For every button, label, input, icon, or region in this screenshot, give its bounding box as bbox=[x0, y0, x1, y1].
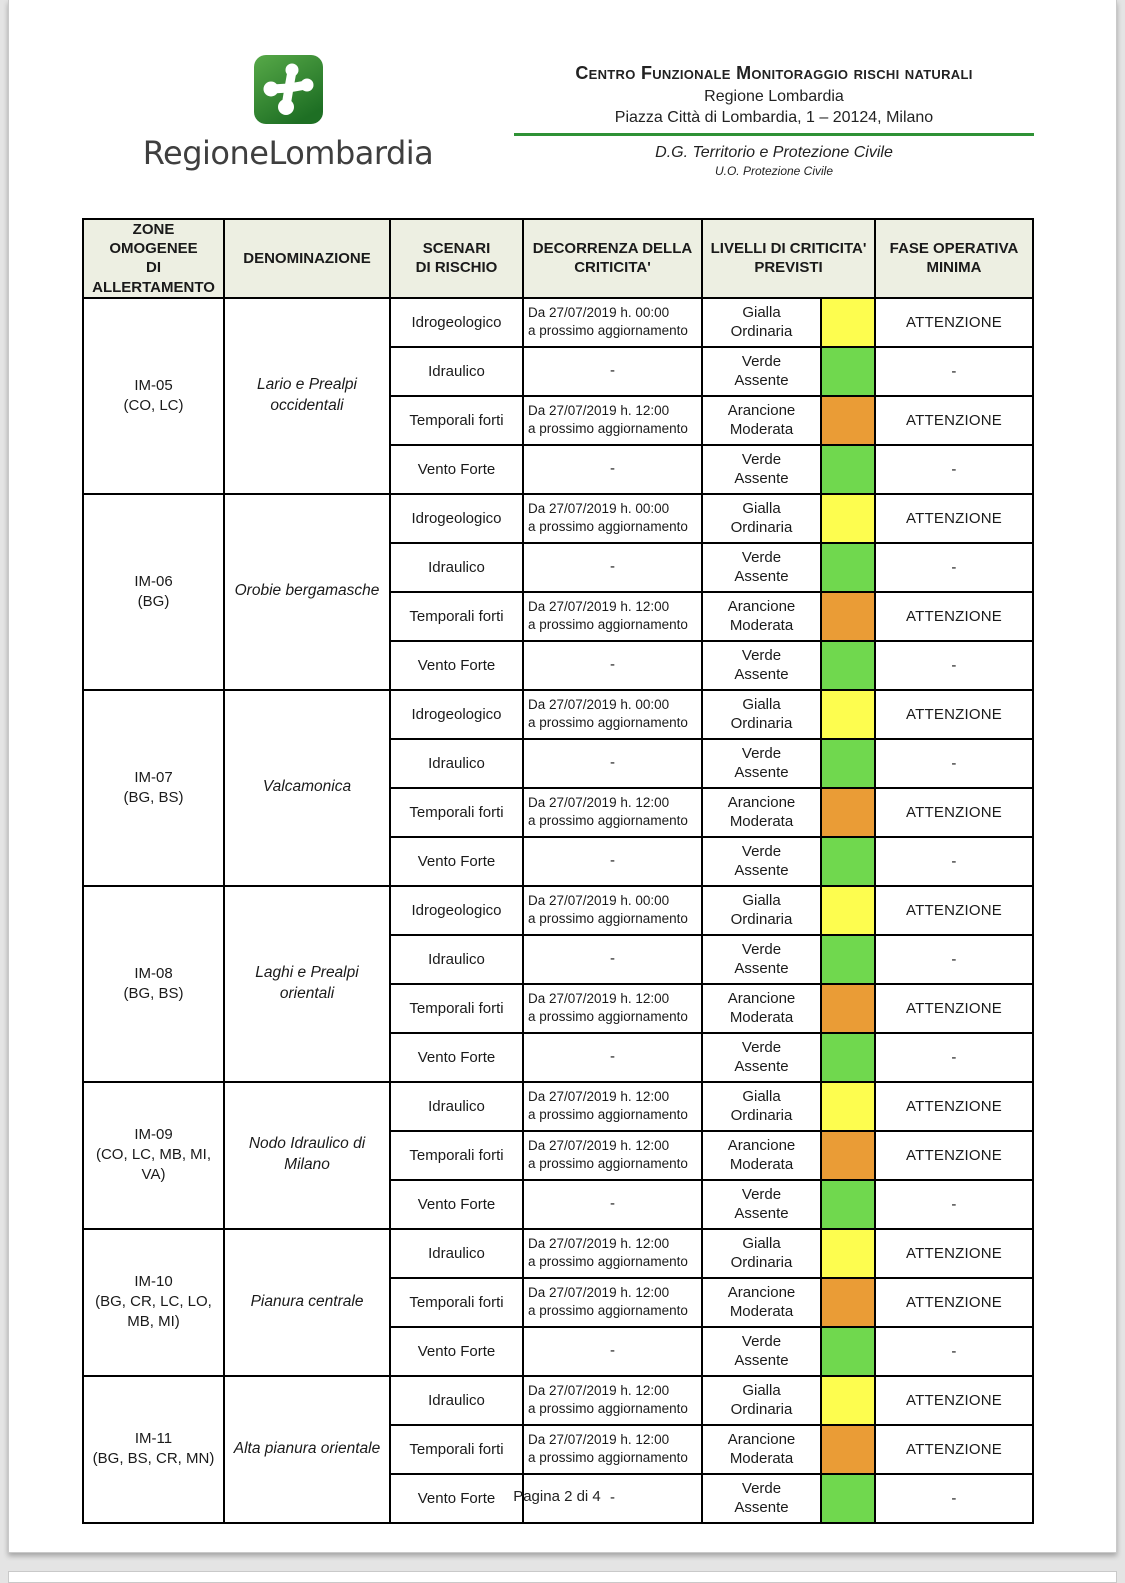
scenario-cell: Temporali forti bbox=[390, 1131, 523, 1180]
text-line: Moderata bbox=[729, 1450, 794, 1468]
scenario-cell: Idraulico bbox=[390, 1082, 523, 1131]
decorrenza-cell bbox=[523, 1278, 702, 1327]
criticita-color-swatch bbox=[821, 1229, 875, 1278]
column-header bbox=[875, 219, 1033, 298]
criticita-level-cell bbox=[702, 1278, 821, 1327]
criticita-color-swatch bbox=[821, 1327, 875, 1376]
denominazione-cell: Valcamonica bbox=[224, 690, 390, 886]
text-line: IM-07 bbox=[134, 768, 173, 786]
decorrenza-cell: - bbox=[523, 445, 702, 494]
criticita-level-cell bbox=[702, 739, 821, 788]
scenario-cell: Idraulico bbox=[390, 739, 523, 788]
denominazione-cell: Orobie bergamasche bbox=[224, 494, 390, 690]
zone-cell bbox=[83, 1082, 224, 1229]
text-line: a prossimo aggiornamento bbox=[528, 813, 688, 829]
org-title: Centro Funzionale Monitoraggio rischi naturali bbox=[575, 63, 973, 83]
fase-operativa-cell: ATTENZIONE bbox=[875, 1278, 1033, 1327]
column-header bbox=[702, 219, 875, 298]
text-line: Assente bbox=[734, 1058, 789, 1076]
text-line: Verde bbox=[741, 549, 782, 567]
scenario-cell: Idrogeologico bbox=[390, 494, 523, 543]
criticita-level-cell bbox=[702, 1229, 821, 1278]
criticita-level-cell bbox=[702, 1033, 821, 1082]
text-line: Assente bbox=[734, 764, 789, 782]
text-line: DI ALLERTAMENTO bbox=[92, 259, 215, 296]
text-line: a prossimo aggiornamento bbox=[528, 519, 688, 535]
decorrenza-cell bbox=[523, 494, 702, 543]
text-line: Da 27/07/2019 h. 12:00 bbox=[528, 1138, 670, 1154]
denominazione-cell: Nodo Idraulico di Milano bbox=[224, 1082, 390, 1229]
criticita-color-swatch bbox=[821, 886, 875, 935]
criticita-level-cell bbox=[702, 935, 821, 984]
decorrenza-cell bbox=[523, 592, 702, 641]
text-line: Assente bbox=[734, 960, 789, 978]
scenario-cell: Idraulico bbox=[390, 1229, 523, 1278]
text-line: (CO, LC) bbox=[123, 396, 184, 414]
scenario-row bbox=[83, 690, 1033, 739]
fase-operativa-cell: ATTENZIONE bbox=[875, 396, 1033, 445]
decorrenza-cell: - bbox=[523, 837, 702, 886]
scenario-cell: Temporali forti bbox=[390, 1425, 523, 1474]
risk-table-head bbox=[83, 219, 1033, 298]
text-line: a prossimo aggiornamento bbox=[528, 1303, 688, 1319]
text-line: Verde bbox=[741, 451, 782, 469]
text-line: a prossimo aggiornamento bbox=[528, 421, 688, 437]
text-line: Assente bbox=[734, 372, 789, 390]
text-line: Da 27/07/2019 h. 12:00 bbox=[528, 1432, 670, 1448]
text-line: Ordinaria bbox=[730, 323, 793, 341]
scenario-cell: Vento Forte bbox=[390, 1033, 523, 1082]
text-line: Verde bbox=[741, 1480, 782, 1498]
text-line: Da 27/07/2019 h. 12:00 bbox=[528, 599, 670, 615]
text-line: a prossimo aggiornamento bbox=[528, 715, 688, 731]
scenario-cell: Temporali forti bbox=[390, 984, 523, 1033]
criticita-level-cell bbox=[702, 494, 821, 543]
criticita-color-swatch bbox=[821, 641, 875, 690]
text-line: Moderata bbox=[729, 1156, 794, 1174]
text-line: IM-06 bbox=[134, 572, 173, 590]
fase-operativa-cell: ATTENZIONE bbox=[875, 592, 1033, 641]
text-line: Verde bbox=[741, 353, 782, 371]
criticita-level-cell bbox=[702, 543, 821, 592]
text-line: Da 27/07/2019 h. 12:00 bbox=[528, 1285, 670, 1301]
letterhead bbox=[504, 62, 1044, 180]
org-address: Piazza Città di Lombardia, 1 – 20124, Milano bbox=[614, 108, 934, 126]
decorrenza-cell: - bbox=[523, 739, 702, 788]
criticita-color-swatch bbox=[821, 592, 875, 641]
criticita-color-swatch bbox=[821, 788, 875, 837]
decorrenza-cell bbox=[523, 1229, 702, 1278]
scenario-cell: Temporali forti bbox=[390, 592, 523, 641]
criticita-level-cell bbox=[702, 690, 821, 739]
column-header bbox=[83, 219, 224, 298]
text-line: Da 27/07/2019 h. 12:00 bbox=[528, 1383, 670, 1399]
criticita-color-swatch bbox=[821, 1033, 875, 1082]
decorrenza-cell bbox=[523, 886, 702, 935]
criticita-color-swatch bbox=[821, 1376, 875, 1425]
scenario-cell: Temporali forti bbox=[390, 396, 523, 445]
text-line: ZONE OMOGENEE bbox=[109, 221, 198, 258]
criticita-color-swatch bbox=[821, 935, 875, 984]
text-line: Verde bbox=[741, 1333, 782, 1351]
criticita-level-cell bbox=[702, 641, 821, 690]
decorrenza-cell: - bbox=[523, 641, 702, 690]
criticita-level-cell bbox=[702, 298, 821, 347]
decorrenza-cell bbox=[523, 1131, 702, 1180]
fase-operativa-cell: - bbox=[875, 837, 1033, 886]
decorrenza-cell bbox=[523, 690, 702, 739]
criticita-color-swatch bbox=[821, 1425, 875, 1474]
decorrenza-cell bbox=[523, 984, 702, 1033]
text-line: IM-08 bbox=[134, 964, 173, 982]
text-line: Verde bbox=[741, 843, 782, 861]
criticita-level-cell bbox=[702, 984, 821, 1033]
text-line: Moderata bbox=[729, 617, 794, 635]
zone-cell bbox=[83, 298, 224, 494]
text-line: Verde bbox=[741, 1186, 782, 1204]
fase-operativa-cell: - bbox=[875, 1327, 1033, 1376]
criticita-color-swatch bbox=[821, 1082, 875, 1131]
fase-operativa-cell: - bbox=[875, 1033, 1033, 1082]
department-line: D.G. Territorio e Protezione Civile bbox=[655, 143, 893, 161]
fase-operativa-cell: ATTENZIONE bbox=[875, 494, 1033, 543]
criticita-color-swatch bbox=[821, 298, 875, 347]
text-line: (BG, BS) bbox=[123, 788, 184, 806]
scenario-row bbox=[83, 298, 1033, 347]
text-line: a prossimo aggiornamento bbox=[528, 911, 688, 927]
text-line: PREVISTI bbox=[754, 259, 823, 277]
text-line: Ordinaria bbox=[730, 1401, 793, 1419]
text-line: IM-09 bbox=[134, 1125, 173, 1143]
text-line: (BG) bbox=[137, 592, 170, 610]
decorrenza-cell bbox=[523, 1376, 702, 1425]
criticita-level-cell bbox=[702, 347, 821, 396]
denominazione-cell: Alta pianura orientale bbox=[224, 1376, 390, 1523]
text-line: Verde bbox=[741, 1039, 782, 1057]
criticita-level-cell bbox=[702, 1327, 821, 1376]
text-line: MINIMA bbox=[926, 259, 982, 277]
fase-operativa-cell: ATTENZIONE bbox=[875, 1082, 1033, 1131]
text-line: Da 27/07/2019 h. 12:00 bbox=[528, 403, 670, 419]
denominazione-cell: Pianura centrale bbox=[224, 1229, 390, 1376]
text-line: a prossimo aggiornamento bbox=[528, 617, 688, 633]
scenario-row bbox=[83, 1376, 1033, 1425]
fase-operativa-cell: - bbox=[875, 445, 1033, 494]
fase-operativa-cell: - bbox=[875, 935, 1033, 984]
criticita-level-cell bbox=[702, 1425, 821, 1474]
criticita-level-cell bbox=[702, 445, 821, 494]
text-line: Da 27/07/2019 h. 00:00 bbox=[528, 893, 670, 909]
decorrenza-cell bbox=[523, 788, 702, 837]
text-line: DECORRENZA DELLA bbox=[532, 240, 693, 258]
criticita-color-swatch bbox=[821, 494, 875, 543]
text-line: (BG, CR, LC, LO, MB, MI) bbox=[95, 1293, 212, 1331]
decorrenza-cell bbox=[523, 396, 702, 445]
unit-line: U.O. Protezione Civile bbox=[714, 164, 834, 179]
text-line: DENOMINAZIONE bbox=[243, 249, 371, 267]
criticita-level-cell bbox=[702, 886, 821, 935]
criticita-level-cell bbox=[702, 592, 821, 641]
text-line: Da 27/07/2019 h. 00:00 bbox=[528, 501, 670, 517]
scenario-cell: Vento Forte bbox=[390, 641, 523, 690]
criticita-color-swatch bbox=[821, 1278, 875, 1327]
page-number: Pagina 2 di 4 bbox=[513, 1488, 601, 1505]
criticita-color-swatch bbox=[821, 1131, 875, 1180]
column-header bbox=[523, 219, 702, 298]
denominazione-cell: Lario e Prealpi occidentali bbox=[224, 298, 390, 494]
fase-operativa-cell: - bbox=[875, 1474, 1033, 1523]
text-line: Ordinaria bbox=[730, 911, 793, 929]
zone-cell bbox=[83, 1229, 224, 1376]
text-line: Assente bbox=[734, 862, 789, 880]
header-row bbox=[83, 219, 1033, 298]
text-line: (CO, LC, MB, MI, VA) bbox=[95, 1146, 211, 1184]
text-line: (BG, BS) bbox=[123, 984, 184, 1002]
text-line: DI RISCHIO bbox=[415, 259, 498, 277]
text-line: Arancione bbox=[727, 402, 796, 420]
text-line: Assente bbox=[734, 1499, 789, 1517]
text-line: Verde bbox=[741, 647, 782, 665]
criticita-level-cell bbox=[702, 396, 821, 445]
scenario-cell: Idrogeologico bbox=[390, 690, 523, 739]
text-line: a prossimo aggiornamento bbox=[528, 1156, 688, 1172]
scenario-cell: Temporali forti bbox=[390, 788, 523, 837]
risk-table-wrap bbox=[82, 218, 1034, 1524]
column-header bbox=[390, 219, 523, 298]
criticita-color-swatch bbox=[821, 984, 875, 1033]
criticita-level-cell bbox=[702, 1131, 821, 1180]
fase-operativa-cell: - bbox=[875, 1180, 1033, 1229]
text-line: Arancione bbox=[727, 990, 796, 1008]
scenario-cell: Idrogeologico bbox=[390, 886, 523, 935]
denominazione-cell: Laghi e Prealpi orientali bbox=[224, 886, 390, 1082]
fase-operativa-cell: - bbox=[875, 739, 1033, 788]
text-line: Gialla bbox=[742, 304, 781, 322]
fase-operativa-cell: - bbox=[875, 641, 1033, 690]
document-page bbox=[8, 0, 1117, 1553]
text-line: Moderata bbox=[729, 421, 794, 439]
criticita-color-swatch bbox=[821, 1180, 875, 1229]
org-name: Regione Lombardia bbox=[704, 87, 844, 105]
scenario-cell: Idraulico bbox=[390, 347, 523, 396]
text-line: LIVELLI DI CRITICITA' bbox=[710, 240, 867, 258]
fase-operativa-cell: ATTENZIONE bbox=[875, 886, 1033, 935]
risk-table-body bbox=[83, 298, 1033, 1523]
decorrenza-cell bbox=[523, 1082, 702, 1131]
text-line: Assente bbox=[734, 1205, 789, 1223]
text-line: Da 27/07/2019 h. 00:00 bbox=[528, 305, 670, 321]
text-line: Gialla bbox=[742, 1088, 781, 1106]
criticita-color-swatch bbox=[821, 347, 875, 396]
decorrenza-cell: - bbox=[523, 1474, 702, 1523]
fase-operativa-cell: ATTENZIONE bbox=[875, 298, 1033, 347]
text-line: Moderata bbox=[729, 813, 794, 831]
column-header bbox=[224, 219, 390, 298]
scenario-cell: Vento Forte bbox=[390, 445, 523, 494]
text-line: Gialla bbox=[742, 1382, 781, 1400]
text-line: Ordinaria bbox=[730, 715, 793, 733]
scenario-cell: Vento Forte bbox=[390, 1180, 523, 1229]
text-line: Assente bbox=[734, 568, 789, 586]
text-line: Gialla bbox=[742, 892, 781, 910]
text-line: Da 27/07/2019 h. 12:00 bbox=[528, 1089, 670, 1105]
text-line: Arancione bbox=[727, 794, 796, 812]
text-line: Gialla bbox=[742, 696, 781, 714]
text-line: Verde bbox=[741, 745, 782, 763]
text-line: a prossimo aggiornamento bbox=[528, 1254, 688, 1270]
decorrenza-cell: - bbox=[523, 1327, 702, 1376]
text-line: a prossimo aggiornamento bbox=[528, 323, 688, 339]
scenario-cell: Idraulico bbox=[390, 1376, 523, 1425]
criticita-level-cell bbox=[702, 1180, 821, 1229]
text-line: Da 27/07/2019 h. 12:00 bbox=[528, 991, 670, 1007]
fase-operativa-cell: ATTENZIONE bbox=[875, 1131, 1033, 1180]
risk-table bbox=[82, 218, 1034, 1524]
text-line: a prossimo aggiornamento bbox=[528, 1009, 688, 1025]
decorrenza-cell bbox=[523, 298, 702, 347]
text-line: CRITICITA' bbox=[574, 259, 651, 277]
scenario-cell: Idraulico bbox=[390, 543, 523, 592]
green-rule bbox=[514, 133, 1034, 136]
criticita-color-swatch bbox=[821, 543, 875, 592]
fase-operativa-cell: ATTENZIONE bbox=[875, 1229, 1033, 1278]
scenario-cell: Vento Forte bbox=[390, 837, 523, 886]
zone-cell bbox=[83, 886, 224, 1082]
text-line: FASE OPERATIVA bbox=[889, 240, 1019, 258]
text-line: (BG, BS, CR, MN) bbox=[92, 1450, 215, 1468]
text-line: Ordinaria bbox=[730, 1254, 793, 1272]
criticita-color-swatch bbox=[821, 445, 875, 494]
text-line: Verde bbox=[741, 941, 782, 959]
decorrenza-cell bbox=[523, 1425, 702, 1474]
fase-operativa-cell: - bbox=[875, 543, 1033, 592]
text-line: Assente bbox=[734, 1352, 789, 1370]
text-line: Da 27/07/2019 h. 00:00 bbox=[528, 697, 670, 713]
text-line: Da 27/07/2019 h. 12:00 bbox=[528, 795, 670, 811]
criticita-color-swatch bbox=[821, 739, 875, 788]
scenario-row bbox=[83, 1229, 1033, 1278]
text-line: a prossimo aggiornamento bbox=[528, 1401, 688, 1417]
text-line: a prossimo aggiornamento bbox=[528, 1450, 688, 1466]
text-line: IM-05 bbox=[134, 376, 173, 394]
criticita-color-swatch bbox=[821, 690, 875, 739]
scenario-cell: Idraulico bbox=[390, 935, 523, 984]
decorrenza-cell: - bbox=[523, 1033, 702, 1082]
scenario-cell: Temporali forti bbox=[390, 1278, 523, 1327]
criticita-level-cell bbox=[702, 1082, 821, 1131]
text-line: Assente bbox=[734, 666, 789, 684]
zone-cell bbox=[83, 494, 224, 690]
text-line: Gialla bbox=[742, 500, 781, 518]
text-line: Gialla bbox=[742, 1235, 781, 1253]
scenario-row bbox=[83, 1082, 1033, 1131]
text-line: Moderata bbox=[729, 1009, 794, 1027]
decorrenza-cell: - bbox=[523, 347, 702, 396]
rosa-camuna-icon bbox=[253, 54, 324, 125]
text-line: Da 27/07/2019 h. 12:00 bbox=[528, 1236, 670, 1252]
scenario-row bbox=[83, 886, 1033, 935]
fase-operativa-cell: ATTENZIONE bbox=[875, 788, 1033, 837]
text-line: Moderata bbox=[729, 1303, 794, 1321]
fase-operativa-cell: ATTENZIONE bbox=[875, 690, 1033, 739]
text-line: Ordinaria bbox=[730, 519, 793, 537]
decorrenza-cell: - bbox=[523, 935, 702, 984]
decorrenza-cell: - bbox=[523, 1180, 702, 1229]
text-line: Arancione bbox=[727, 598, 796, 616]
regione-lombardia-logo bbox=[133, 54, 443, 172]
fase-operativa-cell: ATTENZIONE bbox=[875, 984, 1033, 1033]
text-line: Arancione bbox=[727, 1431, 796, 1449]
text-line: Ordinaria bbox=[730, 1107, 793, 1125]
text-line: a prossimo aggiornamento bbox=[528, 1107, 688, 1123]
text-line: Arancione bbox=[727, 1284, 796, 1302]
fase-operativa-cell: ATTENZIONE bbox=[875, 1376, 1033, 1425]
scenario-cell: Vento Forte bbox=[390, 1474, 523, 1523]
scenario-cell: Idrogeologico bbox=[390, 298, 523, 347]
fase-operativa-cell: ATTENZIONE bbox=[875, 1425, 1033, 1474]
text-line: IM-10 bbox=[134, 1272, 173, 1290]
scenario-row bbox=[83, 494, 1033, 543]
fase-operativa-cell: - bbox=[875, 347, 1033, 396]
text-line: SCENARI bbox=[422, 240, 491, 258]
logo-wordmark: RegioneLombardia bbox=[142, 134, 434, 172]
criticita-level-cell bbox=[702, 837, 821, 886]
scenario-cell: Vento Forte bbox=[390, 1327, 523, 1376]
text-line: IM-11 bbox=[134, 1430, 173, 1447]
criticita-color-swatch bbox=[821, 396, 875, 445]
decorrenza-cell: - bbox=[523, 543, 702, 592]
criticita-color-swatch bbox=[821, 837, 875, 886]
next-page-edge bbox=[8, 1571, 1117, 1583]
criticita-level-cell bbox=[702, 788, 821, 837]
text-line: Assente bbox=[734, 470, 789, 488]
criticita-level-cell bbox=[702, 1376, 821, 1425]
text-line: Arancione bbox=[727, 1137, 796, 1155]
zone-cell bbox=[83, 690, 224, 886]
